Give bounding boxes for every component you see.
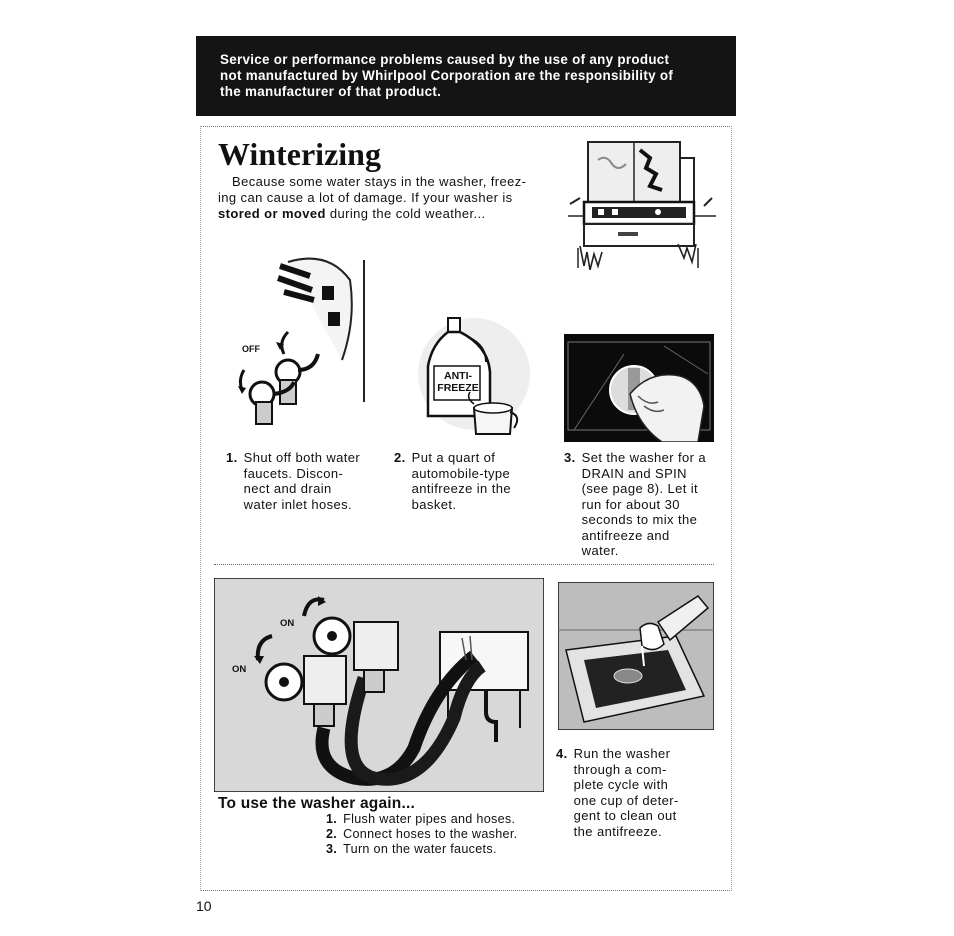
step-2 <box>394 450 511 512</box>
step-1-line-3: nect and drain <box>243 481 332 496</box>
step-4-line-2: through a com- <box>573 761 667 777</box>
list-item <box>326 827 517 842</box>
section-divider <box>214 564 714 565</box>
step-1-line-4: water inlet hoses. <box>243 496 353 512</box>
page-number: 10 <box>196 898 212 914</box>
washer-window-illustration <box>568 140 716 270</box>
use-again-list <box>326 812 517 857</box>
antifreeze-label-line-2: FREEZE <box>437 382 479 394</box>
step-4-line-5: gent to clean out <box>573 808 677 823</box>
warning-notice <box>196 36 736 116</box>
faucets-off-illustration <box>228 252 378 430</box>
notice-line-2: not manufactured by Whirlpool Corporation are the responsibility of <box>220 68 674 83</box>
step-4-line-1: Run the washer <box>573 746 671 761</box>
step-3-line-2: DRAIN and SPIN <box>581 465 687 481</box>
intro-line-3: during the cold weather... <box>325 206 486 221</box>
list-item <box>326 842 517 857</box>
step-2-line-1: Put a quart of <box>411 450 496 465</box>
on-label-lower: ON <box>232 664 247 675</box>
list-item-text: Connect hoses to the washer. <box>343 827 518 841</box>
step-3-line-6: antifreeze and <box>581 527 670 543</box>
list-item-text: Turn on the water faucets. <box>343 842 497 856</box>
step-4-line-6: the antifreeze. <box>573 823 663 839</box>
step-2-line-2: automobile-type <box>411 465 511 481</box>
on-label-upper: ON <box>280 618 295 629</box>
step-3-line-7: water. <box>581 543 619 558</box>
use-again-heading: To use the washer again... <box>218 795 415 812</box>
step-3-line-1: Set the washer for a <box>581 450 706 465</box>
step-1-number: 1. <box>226 450 238 465</box>
step-3 <box>564 450 706 559</box>
notice-line-1: Service or performance problems caused by the use of any product <box>220 52 670 67</box>
step-3-line-4: run for about 30 <box>581 496 680 512</box>
antifreeze-label-line-1: ANTI- <box>444 370 472 382</box>
detergent-pour-illustration <box>558 582 714 730</box>
step-4-line-3: plete cycle with <box>573 777 669 792</box>
intro-bold-text: stored or moved <box>218 206 326 221</box>
step-1 <box>226 450 360 512</box>
step-1-line-1: Shut off both water <box>243 450 361 465</box>
step-2-line-4: basket. <box>411 496 457 512</box>
list-item-number: 2. <box>326 827 338 841</box>
step-4 <box>556 746 679 839</box>
step-2-line-3: antifreeze in the <box>411 481 511 496</box>
step-4-line-4: one cup of deter- <box>573 792 679 808</box>
step-4-number: 4. <box>556 746 568 761</box>
list-item <box>326 812 517 827</box>
off-label: OFF <box>242 344 260 354</box>
step-3-line-3: (see page 8). Let it <box>581 481 699 496</box>
intro-paragraph <box>218 174 568 222</box>
antifreeze-bottle-label <box>436 370 480 394</box>
list-item-text: Flush water pipes and hoses. <box>343 812 516 826</box>
antifreeze-illustration <box>404 312 554 440</box>
step-3-number: 3. <box>564 450 576 465</box>
list-item-number: 1. <box>326 812 338 826</box>
control-dial-illustration <box>564 334 714 442</box>
step-1-line-2: faucets. Discon- <box>243 465 344 481</box>
intro-line-2: ing can cause a lot of damage. If your washer is <box>218 190 513 205</box>
list-item-number: 3. <box>326 842 338 856</box>
notice-line-3: the manufacturer of that product. <box>220 84 442 99</box>
intro-line-1: Because some water stays in the washer, freez- <box>232 174 527 189</box>
section-title: Winterizing <box>218 136 381 172</box>
step-2-number: 2. <box>394 450 406 465</box>
step-3-line-5: seconds to mix the <box>581 512 698 527</box>
faucets-on-illustration <box>214 578 544 792</box>
